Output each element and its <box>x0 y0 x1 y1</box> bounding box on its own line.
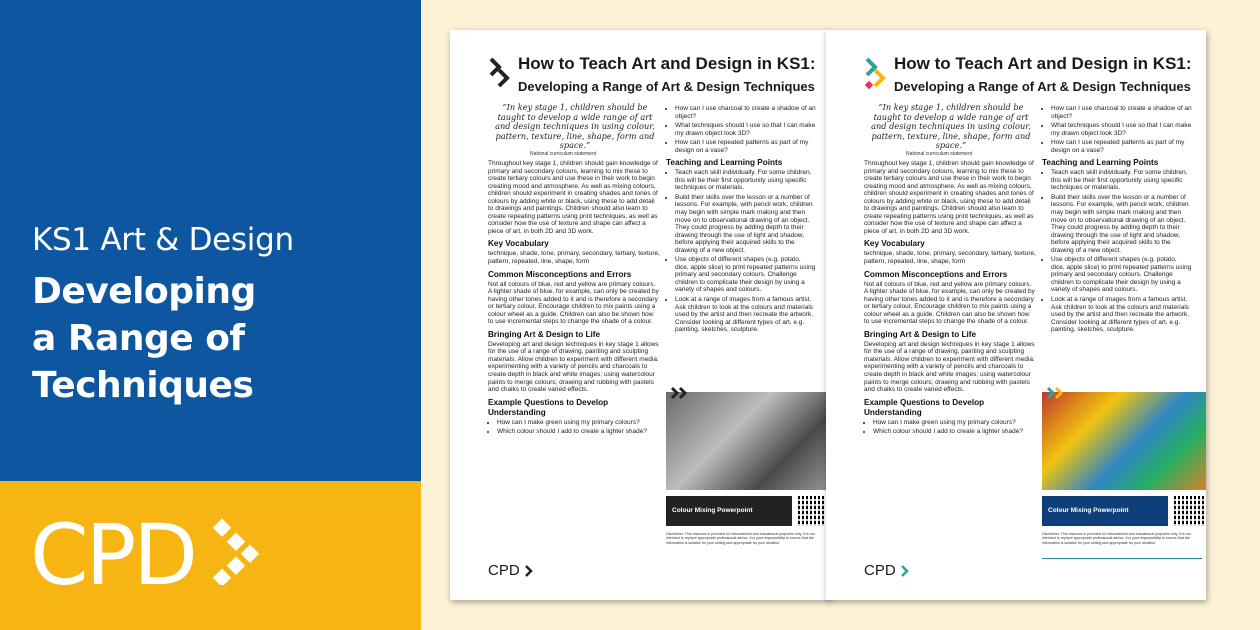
qr-code-icon <box>1174 496 1204 526</box>
life-text: Developing art and design techniques in key stage 1 allows for the use of a range of drawing, painting and sculpting materials. Allow children to experiment with different media: experimenting with a variety of pencils and charcoals to create depth in black and white images; using watercolour paints to merge colours; drawing and rubbing with pastels and chalks to create varied effects. <box>488 340 659 394</box>
section-heading: Common Misconceptions and Errors <box>488 269 632 279</box>
chevron-icon <box>1046 386 1072 400</box>
document-page-color <box>826 30 1206 600</box>
disclaimer: Disclaimer: This resource is provided for informational and educational purposes only. It is not intended to replace appropriate professional advice. It is your responsibility to ensure that the information is suitable for your setting and appropriate for your situation. <box>666 532 815 545</box>
life-text: Developing art and design techniques in key stage 1 allows for the use of a range of drawing, painting and sculpting materials. Allow children to experiment with different media: experimenting with a variety of pencils and charcoals to create depth in black and white images; using watercolour paints to merge colours; drawing and rubbing with pastels and chalks to create varied effects. <box>864 340 1035 394</box>
art-supplies-photo <box>666 392 830 490</box>
list-item: • Use objects of different shapes (e.g. potato, dice, apple slice) to print repeated patterns using primary and secondary colours. Challenge children to complicate their design by using a variety of shapes and colours. <box>675 256 816 294</box>
chevron-logo-icon <box>864 56 888 90</box>
curriculum-quote: “In key stage 1, children should be taught to develop a wide range of art and design techniques in using colour, pattern, texture, line, shape, form and space.” <box>495 102 655 150</box>
list-item: • What techniques should I use so that I can make my drawn object look 3D? <box>675 122 816 137</box>
page-subtitle: Developing a Range of Art & Design Techniques <box>894 79 1191 94</box>
footer-chevron-icon <box>900 564 910 578</box>
page-title: How to Teach Art and Design in KS1: <box>518 54 816 73</box>
list-item: • Build their skills over the lesson or a number of lessons. For example, with pencil work, children may begin with simple mark making and then move on to observational drawing of an object. They could progress by adding depth to their drawing through the use of light and shadow, before applying their acquired skills to the drawing of a new object. <box>1051 194 1192 254</box>
list-item: • Which colour should I add to create a lighter shade? <box>497 428 660 436</box>
questions-list <box>488 419 660 436</box>
list-item: • How can I use repeated patterns as part of my design on a vase? <box>675 139 816 154</box>
list-item: • How can I use charcoal to create a shadow of an object? <box>675 105 816 120</box>
section-heading: Teaching and Learning Points <box>666 158 783 168</box>
questions-list <box>864 419 1036 436</box>
teaching-list <box>666 169 816 333</box>
questions-list <box>666 105 816 154</box>
section-heading: Common Misconceptions and Errors <box>864 269 1008 279</box>
misconceptions-text: Not all colours of blue, red and yellow are primary colours. A lighter shade of blue, for example, can only be created by having other tones added to it and is therefore a secondary or tertiary colour. Encourage children to mix paints using a colour wheel as a guide. Children can also be shown how to use incremental steps to change the shade of a colour. <box>488 280 659 326</box>
list-item: • Use objects of different shapes (e.g. potato, dice, apple slice) to print repeated patterns using primary and secondary colours. Challenge children to complicate their design by using a variety of shapes and colours. <box>1051 256 1192 294</box>
banner-subtitle: KS1 Art & Design <box>32 222 294 258</box>
footer-divider <box>1042 558 1202 559</box>
questions-list <box>1042 105 1192 154</box>
art-supplies-photo <box>1042 392 1206 490</box>
section-heading: Teaching and Learning Points <box>1042 158 1159 168</box>
banner-title <box>32 268 412 409</box>
chevron-logo-icon <box>488 56 512 90</box>
list-item: • How can I use charcoal to create a shadow of an object? <box>1051 105 1192 120</box>
title-panel <box>0 0 421 481</box>
document-page-grayscale <box>450 30 830 600</box>
banner-title-line: Developing <box>32 271 256 312</box>
list-item: • Look at a range of images from a famous artist. Ask children to look at the colours and materials used by the artist and then recreate the artwork. Consider looking at different types of art, e.g. painting, sketches, sculpture. <box>675 296 816 334</box>
right-column <box>666 105 816 336</box>
left-column <box>864 160 1036 438</box>
disclaimer: Disclaimer: This resource is provided for informational and educational purposes only. It is not intended to replace appropriate professional advice. It is your responsibility to ensure that the information is suitable for your setting and appropriate for your situation. <box>1042 532 1191 545</box>
cpd-panel <box>0 481 421 630</box>
list-item: • Teach each skill individually. For some children, this will be their first opportunity using specific techniques or materials. <box>675 169 816 192</box>
footer-chevron-icon <box>524 564 534 578</box>
list-item: • How can I make green using my primary colours? <box>873 419 1036 427</box>
list-item: • Build their skills over the lesson or a number of lessons. For example, with pencil work, children may begin with simple mark making and then move on to observational drawing of an object. They could progress by adding depth to their drawing through the use of light and shadow, before applying their acquired skills to the drawing of a new object. <box>675 194 816 254</box>
quote-source: National curriculum statement <box>530 151 597 157</box>
banner-title-line: a Range of <box>32 318 245 359</box>
teaching-list <box>1042 169 1192 333</box>
page-subtitle: Developing a Range of Art & Design Techniques <box>518 79 815 94</box>
intro-paragraph: Throughout key stage 1, children should gain knowledge of primary and secondary colours, learning to mix these to create tertiary colours and use these in their work to begin creating mood and atmosphere. As well as mixing colours, children should experiment in creating shades and tones of colours by adding white or black, using these to add detail to drawings and paintings. Children should also learn to create repeating patterns using print techniques, as well as consider how the use of texture and shape can affect a piece of art, in both 2D and 3D work. <box>864 160 1034 235</box>
cpd-chevron-icon <box>212 517 270 585</box>
footer-logo-text: CPD <box>488 562 520 579</box>
vocab-text: technique, shade, tone, primary, secondary, tertiary, texture, pattern, repeated, line, shape, form <box>488 250 660 266</box>
curriculum-quote: “In key stage 1, children should be taught to develop a wide range of art and design techniques in using colour, pattern, texture, line, shape, form and space.” <box>871 102 1031 150</box>
resource-banner[interactable]: Colour Mixing Powerpoint <box>1042 496 1168 526</box>
quote-source: National curriculum statement <box>906 151 973 157</box>
list-item: • Look at a range of images from a famous artist. Ask children to look at the colours and materials used by the artist and then recreate the artwork. Consider looking at different types of art, e.g. painting, sketches, sculpture. <box>1051 296 1192 334</box>
misconceptions-text: Not all colours of blue, red and yellow are primary colours. A lighter shade of blue, for example, can only be created by having other tones added to it and is therefore a secondary or tertiary colour. Encourage children to mix paints using a colour wheel as a guide. Children can also be shown how to use incremental steps to change the shade of a colour. <box>864 280 1035 326</box>
section-heading: Key Vocabulary <box>864 239 925 249</box>
banner-title-line: Techniques <box>32 365 254 406</box>
list-item: • How can I make green using my primary colours? <box>497 419 660 427</box>
cpd-logo-text: CPD <box>30 506 195 604</box>
qr-code-icon <box>798 496 828 526</box>
list-item: • Which colour should I add to create a lighter shade? <box>873 428 1036 436</box>
resource-banner[interactable]: Colour Mixing Powerpoint <box>666 496 792 526</box>
footer-logo-text: CPD <box>864 562 896 579</box>
chevron-icon <box>670 386 696 400</box>
left-column <box>488 160 660 438</box>
section-heading: Example Questions to Develop Understanding <box>864 397 985 417</box>
section-heading: Bringing Art & Design to Life <box>488 329 601 339</box>
section-heading: Key Vocabulary <box>488 239 549 249</box>
section-heading: Example Questions to Develop Understanding <box>488 397 609 417</box>
page-title: How to Teach Art and Design in KS1: <box>894 54 1192 73</box>
section-heading: Bringing Art & Design to Life <box>864 329 977 339</box>
vocab-text: technique, shade, tone, primary, secondary, tertiary, texture, pattern, repeated, line, shape, form <box>864 250 1036 266</box>
right-column <box>1042 105 1192 336</box>
list-item: • How can I use repeated patterns as part of my design on a vase? <box>1051 139 1192 154</box>
intro-paragraph: Throughout key stage 1, children should gain knowledge of primary and secondary colours, learning to mix these to create tertiary colours and use these in their work to begin creating mood and atmosphere. As well as mixing colours, children should experiment in creating shades and tones of colours by adding white or black, using these to add detail to drawings and paintings. Children should also learn to create repeating patterns using print techniques, as well as consider how the use of texture and shape can affect a piece of art, in both 2D and 3D work. <box>488 160 658 235</box>
list-item: • What techniques should I use so that I can make my drawn object look 3D? <box>1051 122 1192 137</box>
list-item: • Teach each skill individually. For some children, this will be their first opportunity using specific techniques or materials. <box>1051 169 1192 192</box>
